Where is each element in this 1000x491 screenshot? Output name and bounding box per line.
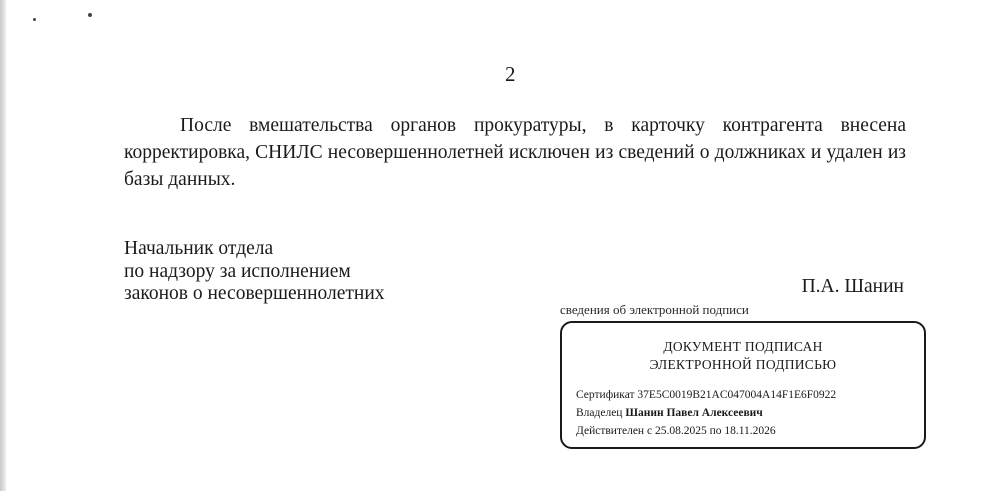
signer-name: П.А. Шанин — [801, 276, 904, 297]
valid-from-prefix: с — [646, 425, 653, 437]
scan-speck — [33, 18, 36, 21]
certificate-label: Сертификат — [576, 389, 635, 401]
stamp-heading-line: ДОКУМЕНТ ПОДПИСАН — [663, 339, 823, 354]
valid-to: 18.11.2026 — [724, 425, 776, 437]
valid-label: Действителен — [576, 425, 645, 437]
owner-label: Владелец — [576, 407, 623, 419]
signer-position-line: по надзору за исполнением — [124, 260, 351, 282]
esign-caption: сведения об электронной подписи — [560, 302, 749, 317]
scan-left-edge — [0, 0, 6, 491]
signer-position — [124, 238, 385, 306]
validity-row — [576, 425, 776, 437]
stamp-heading-line: ЭЛЕКТРОННОЙ ПОДПИСЬЮ — [649, 357, 837, 372]
esign-stamp — [560, 321, 926, 449]
signer-position-line: законов о несовершеннолетних — [124, 283, 385, 304]
body-paragraph: После вмешательства органов прокуратуры, в карточку контрагента внесена корректировка, СНИЛС несовершеннолетней исключен из сведений о должниках и удален из базы данных. — [124, 115, 906, 190]
valid-to-prefix: по — [709, 425, 722, 437]
owner-value: Шанин Павел Алексеевич — [625, 407, 763, 419]
scan-speck — [88, 13, 92, 17]
certificate-row — [576, 389, 836, 401]
signer-position-line: Начальник отдела — [124, 238, 274, 259]
owner-row — [576, 407, 763, 419]
certificate-value: 37E5C0019B21AC047004A14F1E6F0922 — [637, 389, 837, 401]
valid-from: 25.08.2025 — [654, 425, 707, 437]
page-number: 2 — [505, 62, 516, 86]
stamp-heading — [562, 338, 924, 374]
